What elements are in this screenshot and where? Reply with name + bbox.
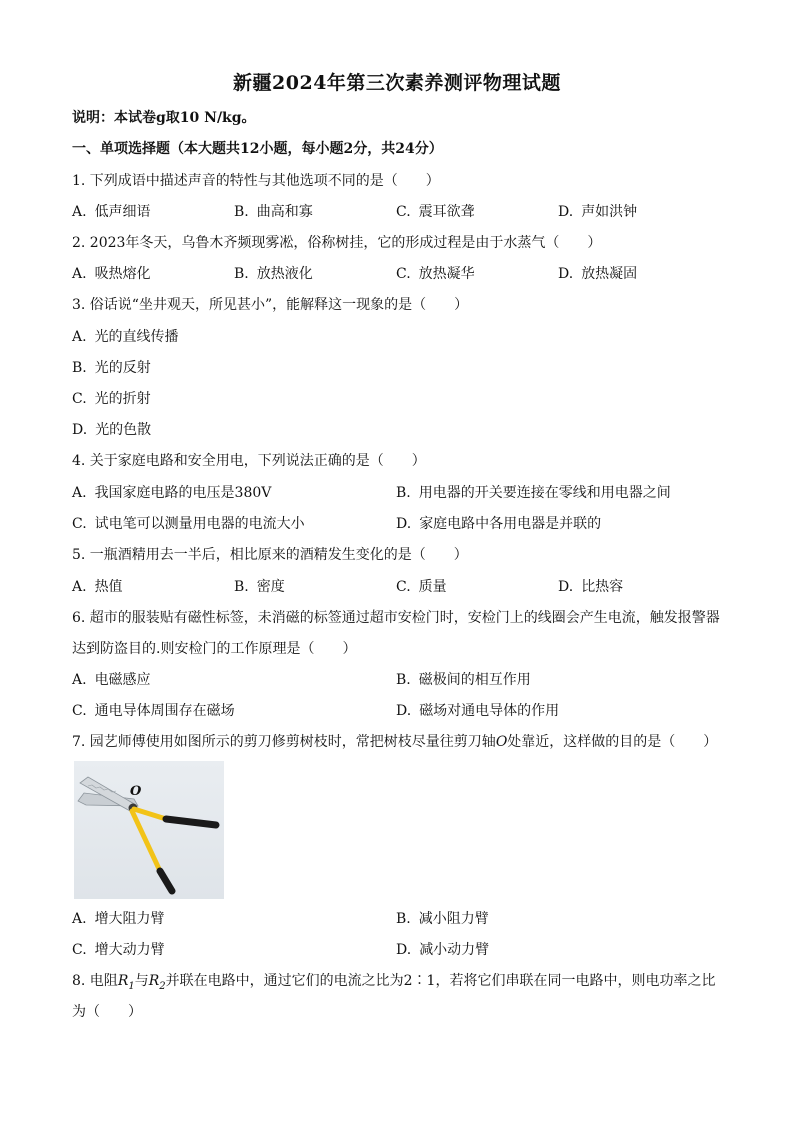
q4-option-c: C. 试电笔可以测量用电器的电流大小 [72,516,305,532]
question-8-stem-line2: 为（ ） [72,1004,142,1020]
q3-option-a: A. 光的直线传播 [72,329,179,345]
q6-option-a: A. 电磁感应 [72,672,151,688]
q5-option-d: D. 比热容 [558,579,624,595]
q2-option-b: B. 放热液化 [234,266,313,282]
q1-option-d: D. 声如洪钟 [558,204,638,220]
question-3-stem: 3. 俗话说“坐井观天，所见甚小”，能解释这一现象的是（ ） [72,297,469,313]
question-8-stem-line1: 8. 电阻$R_1$与$R_2$并联在电路中，通过它们的电流之比为2∶1，若将它们串联在同一电路中，则电功率之比 [72,973,716,992]
q6-option-c: C. 通电导体周围存在磁场 [72,703,235,719]
handle-left-grip [160,871,172,891]
q5-option-c: C. 质量 [396,579,447,595]
q5-option-a: A. 热值 [72,579,123,595]
q4-option-a: A. 我国家庭电路的电压是380V [72,485,272,501]
q3-option-b: B. 光的反射 [72,360,151,376]
question-6-stem-line2: 达到防盗目的.则安检门的工作原理是（ ） [72,641,357,657]
axis-symbol: O [495,734,508,750]
q7-option-b: B. 减小阻力臂 [396,911,489,927]
q3-option-d: D. 光的色散 [72,422,152,438]
q1-option-b: B. 曲高和寡 [234,204,313,220]
q2-option-a: A. 吸热熔化 [72,266,151,282]
q4-option-b: B. 用电器的开关要连接在零线和用电器之间 [396,485,671,501]
q6-option-b: B. 磁极间的相互作用 [396,672,531,688]
section-heading: 一、单项选择题（本大题共12小题，每小题2分，共24分） [72,141,443,157]
q7-option-d: D. 减小动力臂 [396,942,490,958]
q1-option-c: C. 震耳欲聋 [396,204,475,220]
r2-symbol: $R_2$ [148,973,166,992]
handle-right-grip [166,819,216,825]
q7-option-a: A. 增大阻力臂 [72,911,165,927]
page-title: 新疆2024年第三次素养测评物理试题 [233,72,561,94]
question-4-stem: 4. 关于家庭电路和安全用电，下列说法正确的是（ ） [72,453,426,469]
q6-option-d: D. 磁场对通电导体的作用 [396,703,560,719]
question-6-stem-line1: 6. 超市的服装贴有磁性标签，未消磁的标签通过超市安检门时，安检门上的线圈会产生电流，触发报警器 [72,610,720,626]
q1-option-a: A. 低声细语 [72,204,151,220]
question-2-stem: 2. 2023年冬天，乌鲁木齐频现雾凇，俗称树挂，它的形成过程是由于水蒸气（ ） [72,235,602,251]
handle-right-yellow [134,809,166,819]
q7-option-c: C. 增大动力臂 [72,942,165,958]
q2-option-d: D. 放热凝固 [558,266,638,282]
question-5-stem: 5. 一瓶酒精用去一半后，相比原来的酒精发生变化的是（ ） [72,547,468,563]
r1-symbol: $R_1$ [117,973,135,992]
question-7-stem: 7. 园艺师傅使用如图所示的剪刀修剪树枝时，常把树枝尽量往剪刀轴O处靠近，这样做的目的是（ ） [72,734,718,750]
handle-left-yellow [132,811,160,871]
shears-photo [74,761,224,899]
q4-option-d: D. 家庭电路中各用电器是并联的 [396,516,602,532]
question-1-stem: 1. 下列成语中描述声音的特性与其他选项不同的是（ ） [72,173,440,189]
q2-option-c: C. 放热凝华 [396,266,475,282]
hedge-shears-image [74,761,224,899]
q5-option-b: B. 密度 [234,579,285,595]
note: 说明：本试卷g取10 N/kg。 [72,110,256,126]
q3-option-c: C. 光的折射 [72,391,151,407]
pivot-label: O [130,784,142,799]
